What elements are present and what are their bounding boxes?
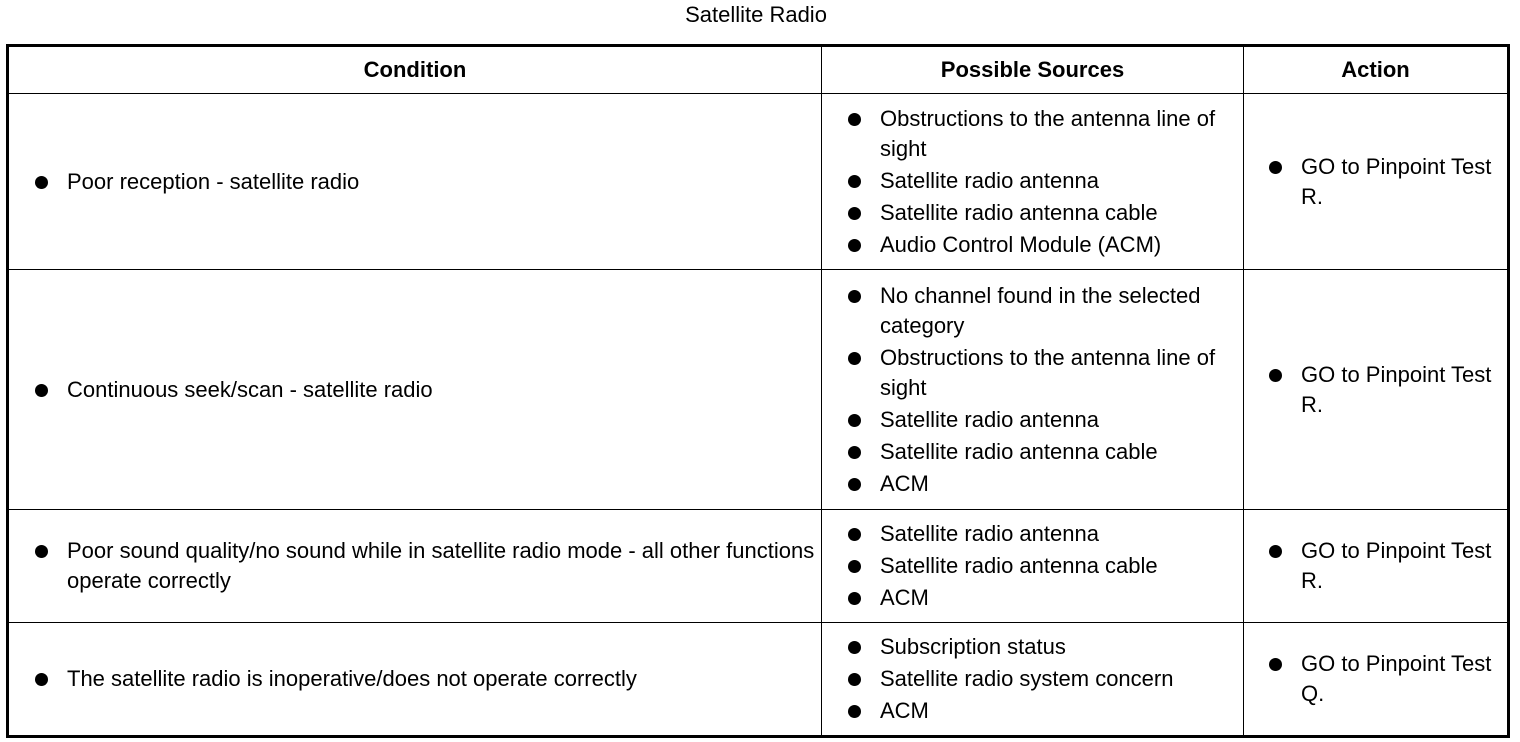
condition-item (9, 375, 821, 405)
source-item (822, 469, 1243, 499)
source-item (822, 664, 1243, 694)
source-text: Audio Control Module (ACM) (880, 231, 1162, 257)
bullet-icon (35, 176, 48, 189)
source-item (822, 198, 1243, 228)
sources-cell (822, 94, 1244, 270)
condition-cell (8, 94, 822, 270)
condition-cell (8, 270, 822, 510)
action-text: GO to Pinpoint Test Q. (1301, 651, 1492, 706)
bullet-icon (848, 290, 861, 303)
bullet-icon (848, 175, 861, 188)
source-text: Satellite radio antenna (880, 167, 1099, 193)
table-row (8, 270, 1509, 510)
condition-text: Poor sound quality/no sound while in satellite radio mode - all other functions operate correctly (67, 538, 815, 593)
action-cell (1244, 510, 1509, 623)
source-item (822, 551, 1243, 581)
source-text: Satellite radio antenna cable (880, 199, 1158, 225)
action-item (1244, 360, 1507, 420)
sources-cell (822, 270, 1244, 510)
source-text: Satellite radio antenna cable (880, 438, 1158, 464)
condition-text: The satellite radio is inoperative/does not operate correctly (67, 666, 637, 691)
bullet-icon (1269, 545, 1282, 558)
source-item (822, 343, 1243, 403)
header-possible-sources: Possible Sources (822, 46, 1244, 94)
bullet-icon (848, 592, 861, 605)
condition-cell (8, 623, 822, 737)
action-text: GO to Pinpoint Test R. (1301, 153, 1492, 209)
source-text: Satellite radio antenna (880, 406, 1099, 432)
table-caption: Satellite Radio (685, 2, 827, 27)
action-cell (1244, 270, 1509, 510)
bullet-icon (848, 414, 861, 427)
bullet-icon (1269, 369, 1282, 382)
sources-cell (822, 510, 1244, 623)
source-item (822, 405, 1243, 435)
table-row (8, 94, 1509, 270)
bullet-icon (848, 560, 861, 573)
source-text: Satellite radio antenna cable (880, 553, 1158, 578)
source-text: ACM (880, 585, 929, 610)
action-text: GO to Pinpoint Test R. (1301, 538, 1492, 593)
source-text: Obstructions to the antenna line of sight (880, 344, 1216, 400)
source-text: Satellite radio system concern (880, 666, 1174, 691)
bullet-icon (848, 352, 861, 365)
bullet-icon (848, 478, 861, 491)
source-item (822, 632, 1243, 662)
condition-item (9, 167, 821, 197)
source-text: Subscription status (880, 634, 1066, 659)
bullet-icon (848, 673, 861, 686)
action-cell (1244, 623, 1509, 737)
condition-text: Poor reception - satellite radio (67, 168, 360, 194)
sources-cell (822, 623, 1244, 737)
bullet-icon (848, 113, 861, 126)
bullet-icon (848, 641, 861, 654)
source-text: ACM (880, 698, 929, 723)
table-row (8, 623, 1509, 737)
condition-item (9, 664, 821, 694)
source-item (822, 104, 1243, 164)
source-item (822, 281, 1243, 341)
condition-text: Continuous seek/scan - satellite radio (67, 376, 433, 402)
bullet-icon (848, 207, 861, 220)
source-item (822, 696, 1243, 726)
action-cell (1244, 94, 1509, 270)
header-condition: Condition (8, 46, 822, 94)
header-action: Action (1244, 46, 1509, 94)
source-item (822, 519, 1243, 549)
action-item (1244, 649, 1507, 709)
bullet-icon (1269, 161, 1282, 174)
source-text: No channel found in the selected category (880, 282, 1201, 338)
bullet-icon (35, 545, 48, 558)
action-item (1244, 152, 1507, 212)
bullet-icon (1269, 658, 1282, 671)
source-item (822, 583, 1243, 613)
condition-item (9, 536, 821, 596)
source-text: Satellite radio antenna (880, 521, 1099, 546)
action-text: GO to Pinpoint Test R. (1301, 361, 1492, 417)
action-item (1244, 536, 1507, 596)
bullet-icon (35, 673, 48, 686)
source-text: ACM (880, 470, 929, 496)
bullet-icon (848, 239, 861, 252)
source-item (822, 166, 1243, 196)
bullet-icon (848, 446, 861, 459)
source-item (822, 437, 1243, 467)
bullet-icon (848, 528, 861, 541)
table-row (8, 510, 1509, 623)
source-item (822, 230, 1243, 260)
source-text: Obstructions to the antenna line of sight (880, 105, 1216, 161)
bullet-icon (848, 705, 861, 718)
condition-cell (8, 510, 822, 623)
header-row (8, 46, 1509, 94)
symptom-chart-table (6, 44, 1510, 738)
bullet-icon (35, 384, 48, 397)
